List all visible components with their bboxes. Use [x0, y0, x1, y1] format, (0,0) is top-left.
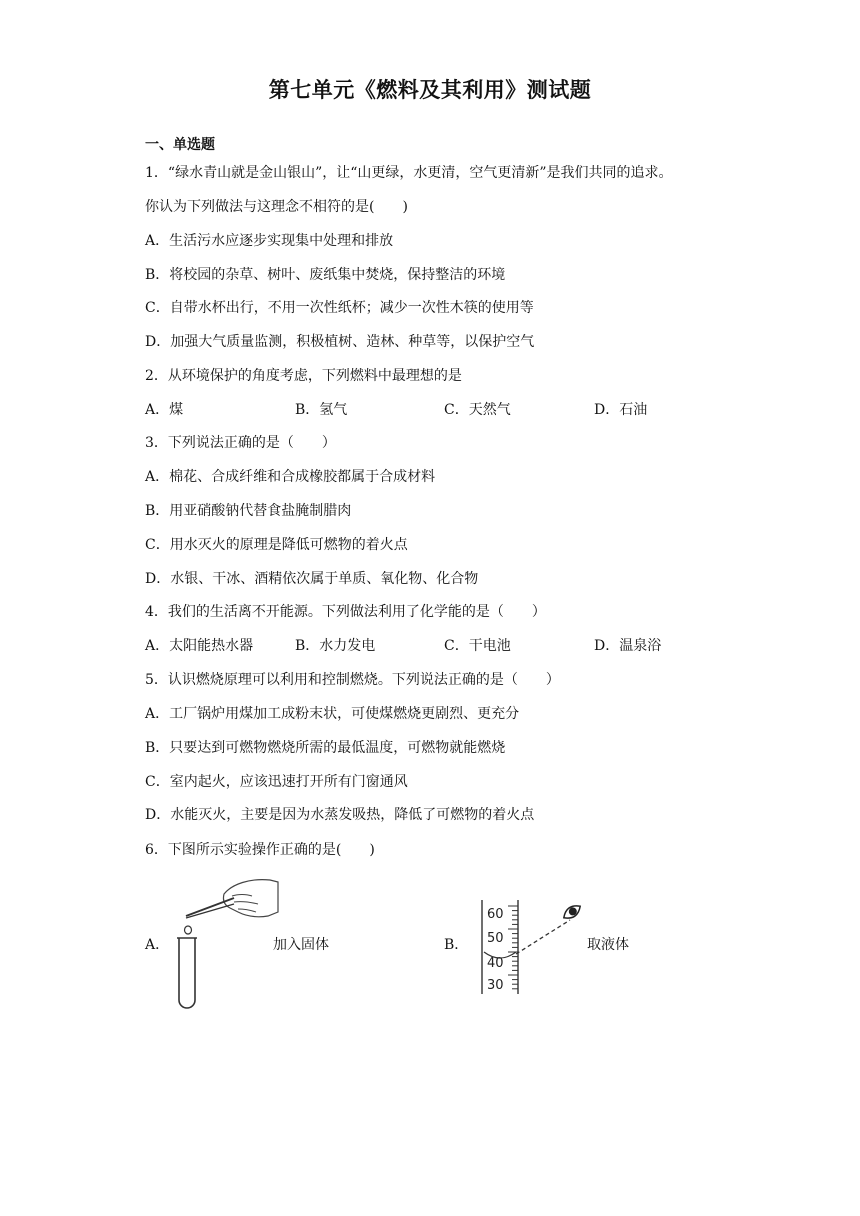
q1-option-c: C．自带水杯出行，不用一次性纸杯；减少一次性木筷的使用等 — [145, 300, 534, 316]
q2-stem: 2．从环境保护的角度考虑，下列燃料中最理想的是 — [145, 368, 462, 384]
tick-label-30: 30 — [487, 978, 504, 993]
q2-option-a: A．煤 — [145, 402, 184, 418]
q6-option-a-caption: 加入固体 — [273, 937, 329, 953]
tweezers-icon — [186, 898, 234, 916]
q5-option-a: A．工厂锅炉用煤加工成粉末状，可使煤燃烧更剧烈、更充分 — [145, 706, 520, 722]
q6-option-b-letter: B． — [444, 937, 469, 953]
sight-line — [516, 920, 570, 954]
q5-option-b: B．只要达到可燃物燃烧所需的最低温度，可燃物就能燃烧 — [145, 740, 506, 756]
q6-option-a-letter: A． — [145, 937, 170, 953]
q2-option-c: C．天然气 — [444, 402, 511, 418]
add-solid-illustration — [172, 872, 282, 1012]
tick-label-60: 60 — [487, 907, 504, 922]
q3-option-a: A．棉花、合成纤维和合成橡胶都属于合成材料 — [145, 469, 436, 485]
q1-stem-line1: 1．“绿水青山就是金山银山”，让“山更绿，水更清，空气更清新”是我们共同的追求。 — [145, 165, 673, 181]
q5-option-d: D．水能灭火，主要是因为水蒸发吸热，降低了可燃物的着火点 — [145, 807, 535, 823]
tick-label-40: 40 — [487, 956, 504, 971]
q6-option-b-caption: 取液体 — [587, 937, 629, 953]
q1-option-a: A．生活污水应逐步实现集中处理和排放 — [145, 233, 394, 249]
q3-option-d: D．水银、干冰、酒精依次属于单质、氧化物、化合物 — [145, 571, 479, 587]
tick-label-50: 50 — [487, 931, 504, 946]
q6-stem: 6．下图所示实验操作正确的是( ) — [145, 842, 375, 858]
q1-option-d: D．加强大气质量监测，积极植树、造林、种草等，以保护空气 — [145, 334, 535, 350]
test-tube-icon — [179, 938, 195, 1008]
q4-option-d: D．温泉浴 — [594, 638, 662, 654]
q3-option-b: B．用亚硝酸钠代替食盐腌制腊肉 — [145, 503, 352, 519]
section-heading: 一、单选题 — [145, 137, 215, 153]
q5-option-c: C．室内起火，应该迅速打开所有门窗通风 — [145, 774, 408, 790]
q1-stem-line2: 你认为下列做法与这理念不相符的是( ) — [145, 199, 408, 215]
q4-option-b: B．水力发电 — [295, 638, 376, 654]
cylinder-ticks — [508, 906, 518, 989]
q4-option-a: A．太阳能热水器 — [145, 638, 254, 654]
page-title: 第七单元《燃料及其利用》测试题 — [268, 78, 592, 102]
q2-option-b: B．氢气 — [295, 402, 348, 418]
q3-option-c: C．用水灭火的原理是降低可燃物的着火点 — [145, 537, 408, 553]
q3-stem: 3．下列说法正确的是（ ） — [145, 435, 336, 451]
q5-stem: 5．认识燃烧原理可以利用和控制燃烧。下列说法正确的是（ ） — [145, 672, 560, 688]
q4-stem: 4．我们的生活离不开能源。下列做法利用了化学能的是（ ） — [145, 604, 546, 620]
solid-particle-icon — [185, 926, 192, 934]
eye-icon — [561, 902, 583, 922]
q2-option-d: D．石油 — [594, 402, 648, 418]
measuring-cylinder-illustration — [478, 898, 590, 996]
q1-option-b: B．将校园的杂草、树叶、废纸集中焚烧，保持整洁的环境 — [145, 267, 506, 283]
q4-option-c: C．干电池 — [444, 638, 511, 654]
